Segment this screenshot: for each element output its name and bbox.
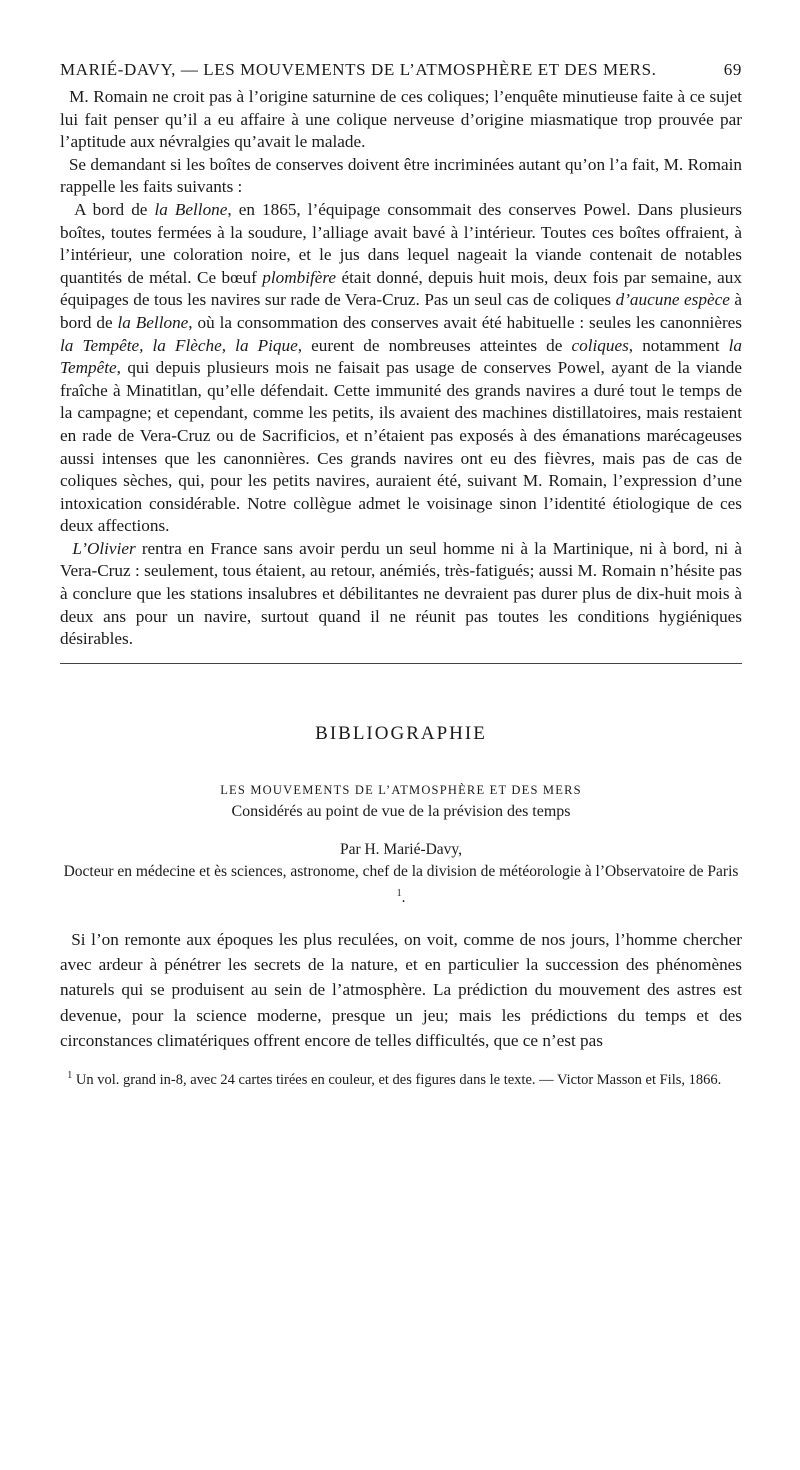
- p3-segment: , notamment: [628, 335, 729, 355]
- p3-segment: , en 1865, l’équipage consommait des conserves Powel. Dans plusieurs boîtes, toutes fermées à la soudure, l’alliage avait bavé à l’intérieur. Toutes ces boîtes offraient, à l’intérieur, une coloration noire, et le jus dans lequel nageait la viande contenait de notables quantités de métal. Ce bœuf: [60, 199, 742, 287]
- work-subtitle: Considérés au point de vue de la prévision des temps: [231, 802, 571, 820]
- running-head-title: MARIÉ-DAVY, — LES MOUVEMENTS DE L’ATMOSPHÈRE ET DES MERS.: [60, 60, 657, 79]
- footnote-mark: 1: [67, 1070, 73, 1082]
- p4-segment: rentra en France sans avoir perdu un seul homme ni à la Martinique, ni à bord, ni à Vera-Cruz : seulement, tous étaient, au retour, anémiés, très-fatigués; aussi M. Romain n’hésite pas à conclure que les stations insalubres et débilitantes ne devraient pas durer plus de dix-huit mois à deux ans pour un navire, surtout quand il ne réunit pas toutes les conditions hygiéniques désirables.: [60, 538, 742, 649]
- work-title: LES MOUVEMENTS DE L’ATMOSPHÈRE ET DES MERS: [220, 782, 582, 797]
- footnote-reference: 1: [396, 887, 402, 899]
- paragraph-4: [60, 538, 742, 651]
- italic-term: plombifère: [262, 267, 337, 287]
- paragraph-2-text: Se demandant si les boîtes de conserves doivent être incriminées autant qu’on l’a fait, M. Romain rappelle les faits suivants :: [60, 154, 742, 197]
- footnote-text: Un vol. grand in-8, avec 24 cartes tirées en couleur, et des figures dans le texte. — Victor Masson et Fils, 1866.: [72, 1071, 722, 1088]
- footnote: [60, 1065, 742, 1091]
- running-head: [60, 58, 742, 82]
- ship-name-bellone: la Bellone: [117, 312, 189, 332]
- p3-segment: était donné, depuis huit mois, deux fois par semaine, aux équipages de tous les navires sur rade de Vera-Cruz. Pas un seul cas de coliques: [60, 267, 742, 310]
- page-number: 69: [723, 60, 742, 79]
- paragraph-1-text: M. Romain ne croit pas à l’origine saturnine de ces coliques; l’enquête minutieuse faite à ce sujet lui fait penser qu’il a eu affaire à une colique nerveuse d’origine miasmatique trop prouvée par l’aptitude aux névralgies qu’avait le malade.: [60, 87, 742, 152]
- ship-names-gunboats: la Tempête, la Flèche, la Pique: [60, 335, 298, 355]
- paragraph-2: [60, 154, 742, 199]
- p3-segment: , eurent de nombreuses atteintes de: [297, 335, 572, 355]
- main-text: [60, 86, 742, 651]
- p3-segment: A bord de: [74, 199, 155, 219]
- ship-name-tempete: la Tempête: [60, 335, 743, 378]
- page: [60, 58, 742, 1091]
- bibliography-heading: BIBLIOGRAPHIE: [315, 722, 487, 744]
- paragraph-3: [60, 199, 742, 538]
- p3-segment: à bord de: [60, 290, 742, 332]
- ship-name-bellone: la Bellone: [154, 199, 228, 219]
- p3-segment: , qui depuis plusieurs mois ne faisait pas usage de conserves Powel, ayant de la viande fraîche à Minatitlan, qu’elle défendait. Cette immunité des grands navires a duré tout le temps de la campagne; et cependant, comme les petits, ils avaient des machines distillatoires, mais restaient en rade de Vera-Cruz ou de Sacrificios, et n’étaient pas exposés à des émanations marécageuses aussi intenses que les canonnières. Ces grands navires ont eu des fièvres, mais pas de cas de coliques sèches, qui, pour les petits navires, auraient été, suivant M. Romain, l’expression d’une intoxication considérable. Notre collègue admet le voisinage sinon l’identité étiologique de ces deux affections.: [60, 358, 742, 536]
- bibliography-body: [60, 927, 742, 1053]
- ship-name-olivier: L’Olivier: [72, 538, 136, 558]
- paragraph-1: [60, 86, 742, 154]
- section-divider: [60, 663, 742, 664]
- author-description: Docteur en médecine et ès sciences, astronome, chef de la division de météorologie à l’Observatoire de Paris $^1$.: [63, 862, 739, 906]
- italic-term: coliques: [571, 335, 629, 355]
- p3-segment: , où la consommation des conserves avait été habituelle : seules les canonnières: [188, 312, 742, 332]
- bibliography-reference: [60, 780, 742, 909]
- author-description-text: Docteur en médecine et ès sciences, astronome, chef de la division de météorologie à l’Observatoire de Paris: [63, 862, 739, 880]
- work-author: Par H. Marié-Davy,: [339, 840, 463, 858]
- italic-term: d’aucune espèce: [615, 290, 730, 310]
- bibliography-body-text: Si l’on remonte aux époques les plus reculées, on voit, comme de nos jours, l’homme chercher avec ardeur à pénétrer les secrets de la nature, et en particulier la succession des phénomènes naturels qui se produisent au sein de l’atmosphère. La prédiction du mouvement des astres est devenue, pour la science moderne, presque un jeu; mais les prédictions du temps et des circonstances climatériques offrent encore de telles difficultés, que ce n’est pas: [60, 930, 743, 1050]
